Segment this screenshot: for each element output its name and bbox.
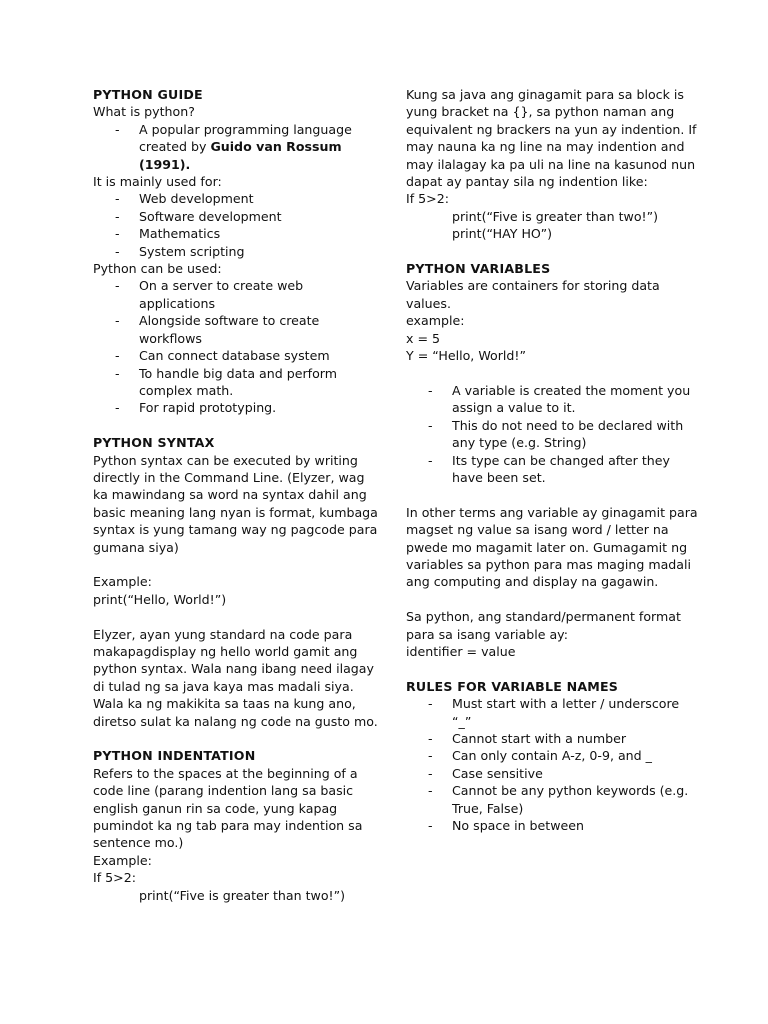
dash-bullet: -: [428, 696, 433, 712]
dash-bullet: -: [115, 191, 120, 207]
can-be-used-label: Python can be used:: [93, 261, 222, 277]
print-line-2: print(“HAY HO”): [452, 226, 553, 242]
list-item: [406, 382, 698, 417]
x-assignment: x = 5: [406, 330, 441, 346]
list-item: [93, 121, 383, 173]
list-item: [93, 399, 383, 416]
other-terms-paragraph: In other terms ang variable ay ginagamit para magset ng value sa isang word / letter na pwede mo magamit later on. Gumagamit ng variables sa python para mas maging madali ang computing and display na gagawin.: [406, 504, 702, 590]
if-line: If 5>2:: [406, 191, 449, 207]
dash-bullet: -: [115, 243, 120, 259]
list-item-text: Can connect database system: [139, 348, 330, 364]
dash-bullet: -: [115, 313, 120, 329]
list-item: [93, 225, 383, 242]
format-paragraph: Sa python, ang standard/permanent format para sa isang variable ay:: [406, 609, 685, 642]
variables-heading: PYTHON VARIABLES: [406, 261, 551, 277]
list-item: [93, 277, 383, 312]
list-item-text: Software development: [139, 208, 282, 224]
format-line: identifier = value: [406, 643, 516, 659]
list-item: [406, 765, 698, 782]
rules-list: [406, 695, 698, 834]
dash-bullet: -: [428, 783, 433, 799]
list-item-text: Cannot be any python keywords (e.g. True, False): [452, 783, 689, 816]
list-item: [406, 695, 698, 730]
indentation-example-label: Example:: [93, 852, 152, 868]
what-is-list: [93, 121, 383, 173]
list-item: [406, 817, 698, 834]
list-item: [406, 782, 698, 817]
list-item: [406, 417, 698, 452]
list-item: [93, 347, 383, 364]
dash-bullet: -: [428, 730, 433, 746]
dash-bullet: -: [428, 748, 433, 764]
used-for-label: It is mainly used for:: [93, 174, 222, 190]
dash-bullet: -: [115, 400, 120, 416]
right-column: [406, 86, 702, 834]
list-item-text: No space in between: [452, 817, 585, 833]
list-item: [406, 452, 698, 487]
list-item: [406, 747, 698, 764]
list-item-text: Mathematics: [139, 226, 221, 242]
list-item: [93, 365, 383, 400]
variables-example-label: example:: [406, 313, 465, 329]
list-item-text: A popular programming language created by: [139, 121, 352, 155]
dash-bullet: -: [115, 121, 120, 137]
what-is-question: What is python?: [93, 104, 195, 120]
dash-bullet: -: [428, 382, 433, 398]
example-code: print(“Hello, World!”): [93, 591, 227, 607]
guide-title: PYTHON GUIDE: [93, 87, 203, 102]
syntax-heading: PYTHON SYNTAX: [93, 435, 215, 451]
indentation-print-line: print(“Five is greater than two!”): [139, 887, 346, 903]
list-item-text: For rapid prototyping.: [139, 400, 277, 416]
list-item-text: Web development: [139, 191, 254, 207]
list-item-text: On a server to create web applications: [139, 278, 304, 311]
used-for-list: [93, 190, 383, 260]
elyzer-paragraph: Elyzer, ayan yung standard na code para makapagdisplay ng hello world gamit ang python syntax. Wala nang ibang need ilagay di tulad ng sa java kaya mas madali siya. Wala ka ng makikita sa taas na kung ano, diretso sulat ka nalang ng code na gusto mo.: [93, 626, 378, 729]
list-item-text: Cannot start with a number: [452, 730, 627, 746]
list-item: [93, 190, 383, 207]
left-column: [93, 86, 383, 904]
list-item: [93, 243, 383, 260]
rules-heading: RULES FOR VARIABLE NAMES: [406, 678, 619, 694]
dash-bullet: -: [428, 452, 433, 468]
list-item-text: Its type can be changed after they have been set.: [452, 452, 670, 485]
indentation-heading: PYTHON INDENTATION: [93, 748, 256, 764]
variables-paragraph: Variables are containers for storing data values.: [406, 278, 664, 311]
syntax-paragraph: Python syntax can be executed by writing directly in the Command Line. (Elyzer, wag ka mawindang sa word na syntax dahil ang basic meaning lang nyan is format, kumbaga syntax is yung tamang way ng pagcode para gumana siya): [93, 452, 382, 555]
list-item-text: Case sensitive: [452, 765, 543, 781]
list-item-text: Alongside software to create workflows: [139, 313, 320, 346]
list-item-text: Can only contain A-z, 0-9, and _: [452, 748, 652, 764]
indentation-if-line: If 5>2:: [93, 870, 136, 886]
can-be-used-list: [93, 277, 383, 416]
list-item: [406, 730, 698, 747]
dash-bullet: -: [115, 226, 120, 242]
dash-bullet: -: [428, 817, 433, 833]
list-item-text: A variable is created the moment you assign a value to it.: [452, 382, 691, 416]
indentation-paragraph: Refers to the spaces at the beginning of a code line (parang indention lang sa basic english ganun rin sa code, yung kapag pumindot ka ng tab para may indention sa sentence mo.): [93, 765, 367, 851]
list-item-text: This do not need to be declared with any type (e.g. String): [452, 417, 684, 451]
list-item-text: System scripting: [139, 243, 245, 259]
print-line-1: print(“Five is greater than two!”): [452, 208, 659, 224]
java-comparison-paragraph: Kung sa java ang ginagamit para sa block is yung bracket na {}, sa python naman ang equivalent ng brackers na yun ay indention. If may nauna ka ng line na may indention and may ilalagay ka pa uli na line na kasunod nun dapat ay pantay sila ng indention like:: [406, 87, 701, 190]
creator-name: Guido van Rossum (1991).: [139, 139, 342, 172]
dash-bullet: -: [115, 278, 120, 294]
variable-facts-list: [406, 382, 698, 486]
dash-bullet: -: [428, 417, 433, 433]
dash-bullet: -: [115, 365, 120, 381]
y-assignment: Y = “Hello, World!”: [406, 348, 526, 364]
dash-bullet: -: [115, 208, 120, 224]
list-item: [93, 208, 383, 225]
dash-bullet: -: [115, 348, 120, 364]
list-item-text: Must start with a letter / underscore “_”: [452, 696, 680, 729]
list-item-text: To handle big data and perform complex math.: [139, 365, 338, 398]
list-item: [93, 312, 383, 347]
dash-bullet: -: [428, 765, 433, 781]
example-label: Example:: [93, 574, 152, 590]
